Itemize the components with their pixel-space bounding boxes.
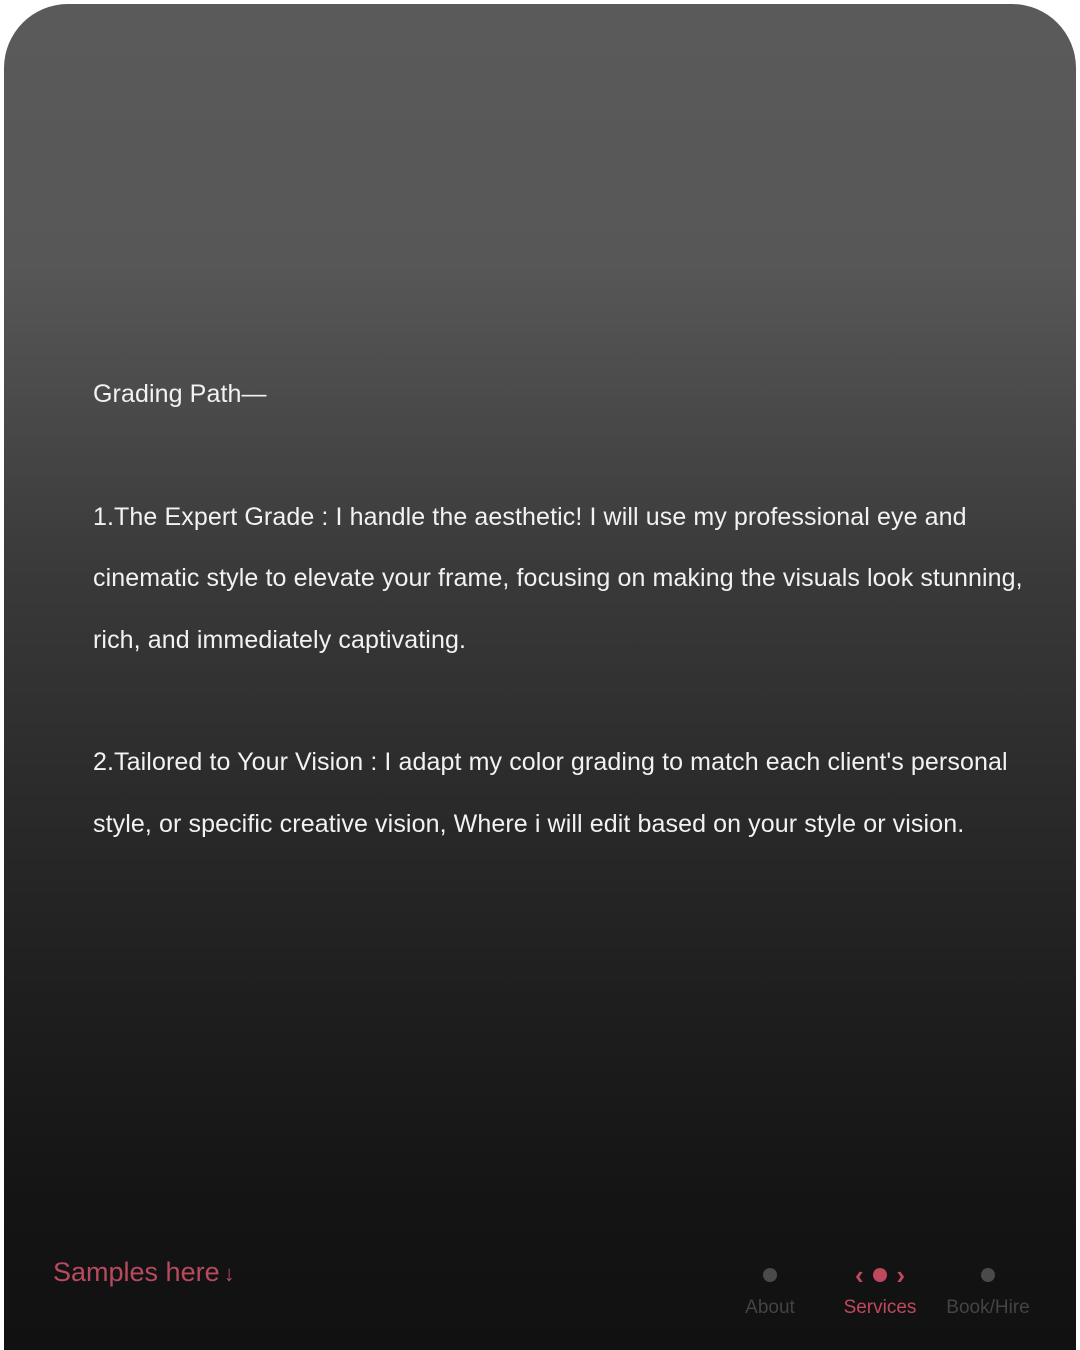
bottom-nav [4, 1260, 1076, 1330]
nav-label-book-hire: Book/Hire [946, 1297, 1030, 1318]
chevron-right-icon: › [896, 1260, 905, 1290]
services-content [93, 364, 1033, 916]
samples-label: Samples here [53, 1257, 220, 1287]
dot-icon [873, 1268, 887, 1282]
nav-label-about: About [745, 1297, 795, 1318]
chevron-left-icon: ‹ [855, 1260, 864, 1290]
dot-icon [981, 1268, 995, 1282]
service-point-expert-grade: 1.The Expert Grade : I handle the aesthetic! I will use my professional eye and cinematic style to elevate your frame, focusing on making the visuals look stunning, rich, and immediately captivating. [93, 502, 1023, 654]
section-heading: Grading Path— [93, 380, 267, 408]
nav-item-book-hire[interactable] [933, 1260, 1043, 1330]
nav-label-services: Services [843, 1297, 917, 1318]
service-point-tailored-vision: 2.Tailored to Your Vision : I adapt my color grading to match each client's personal style, or specific creative vision, Where i will edit based on your style or vision. [93, 748, 1008, 838]
arrow-down-icon: ↓ [223, 1261, 235, 1286]
dot-icon [763, 1268, 777, 1282]
nav-item-services[interactable] [825, 1260, 935, 1330]
nav-item-about[interactable] [715, 1260, 825, 1330]
services-card [4, 4, 1076, 1350]
